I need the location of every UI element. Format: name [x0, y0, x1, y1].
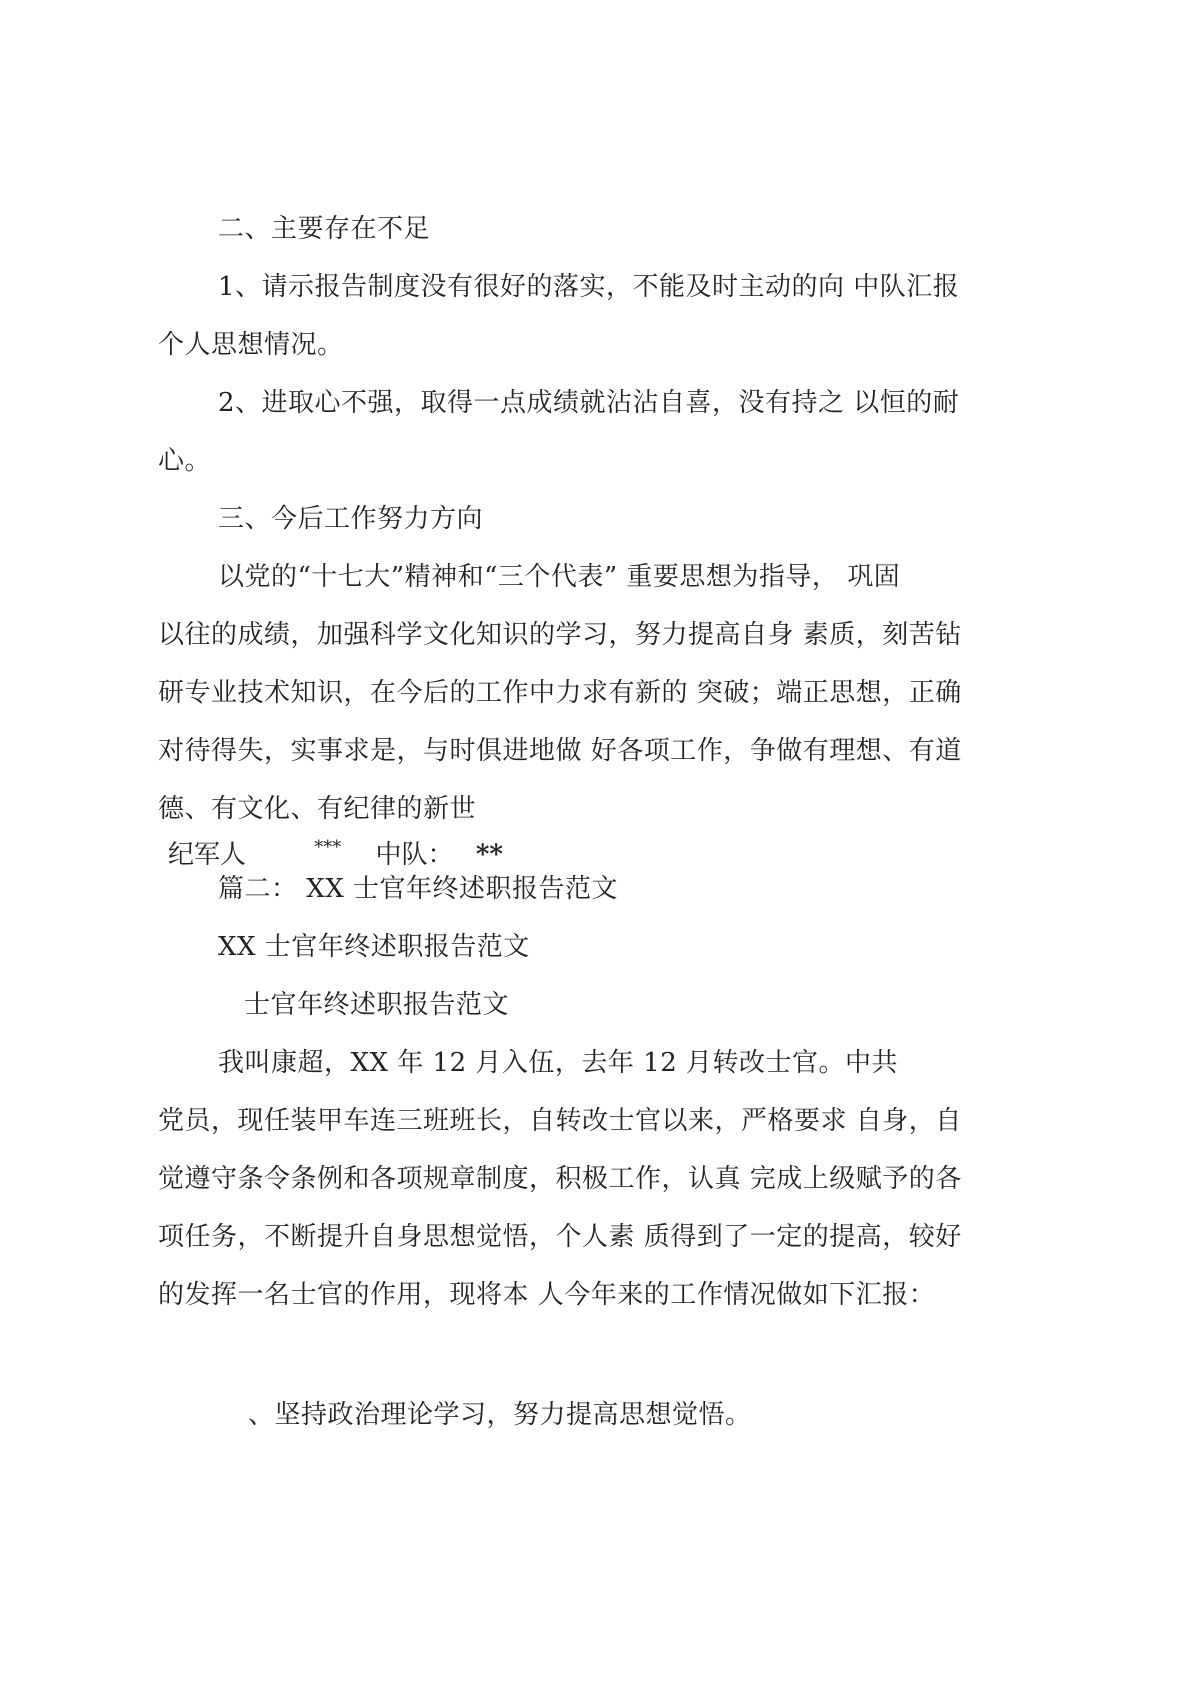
signature-line — [168, 838, 503, 875]
subsection-heading: 、坚持政治理论学习，努力提高思想觉悟。 — [248, 1400, 752, 1430]
paragraph-line: 德、有文化、有纪律的新世 — [158, 794, 477, 824]
paragraph-line: 2、进取心不强，取得一点成绩就沾沾自喜，没有持之 以恒的耐 — [218, 388, 960, 418]
signature-left: 纪军人 — [168, 840, 247, 870]
section-heading-direction: 三、今后工作努力方向 — [218, 504, 484, 534]
paragraph-line: 以党的“十七大”精神和“三个代表” 重要思想为指导， 巩固 — [218, 562, 901, 592]
paragraph-line: 对待得失，实事求是，与时俱进地做 好各项工作，争做有理想、有道 — [158, 736, 962, 766]
signature-stars-bold: ** — [475, 840, 504, 870]
signature-stars-small: *** — [314, 837, 342, 858]
paragraph-line: 觉遵守条令条例和各项规章制度，积极工作，认真 完成上级赋予的各 — [158, 1164, 962, 1194]
paragraph-line: 个人思想情况。 — [158, 330, 344, 360]
signature-unit: 中队： — [375, 840, 454, 870]
paragraph-line: 心。 — [158, 446, 212, 476]
paragraph-line: 的发挥一名士官的作用，现将本 人今年来的工作情况做如下汇报： — [158, 1280, 936, 1310]
article-subtitle: 士官年终述职报告范文 — [244, 990, 510, 1020]
section-heading-shortcomings: 二、主要存在不足 — [218, 214, 431, 244]
paragraph-line: 项任务，不断提升自身思想觉悟，个人素 质得到了一定的提高，较好 — [158, 1222, 962, 1252]
paragraph-line: 1、请示报告制度没有很好的落实，不能及时主动的向 中队汇报 — [218, 272, 960, 302]
paragraph-line: 我叫康超，XX 年 12 月入伍，去年 12 月转改士官。中共 — [218, 1048, 899, 1078]
paragraph-line: 研专业技术知识，在今后的工作中力求有新的 突破；端正思想，正确 — [158, 678, 962, 708]
article-heading: 篇二： XX 士官年终述职报告范文 — [218, 874, 619, 904]
paragraph-line: 以往的成绩，加强科学文化知识的学习，努力提高自身 素质，刻苦钻 — [158, 620, 962, 650]
article-title: XX 士官年终述职报告范文 — [218, 932, 530, 962]
paragraph-line: 党员，现任装甲车连三班班长，自转改士官以来，严格要求 自身，自 — [158, 1106, 962, 1136]
